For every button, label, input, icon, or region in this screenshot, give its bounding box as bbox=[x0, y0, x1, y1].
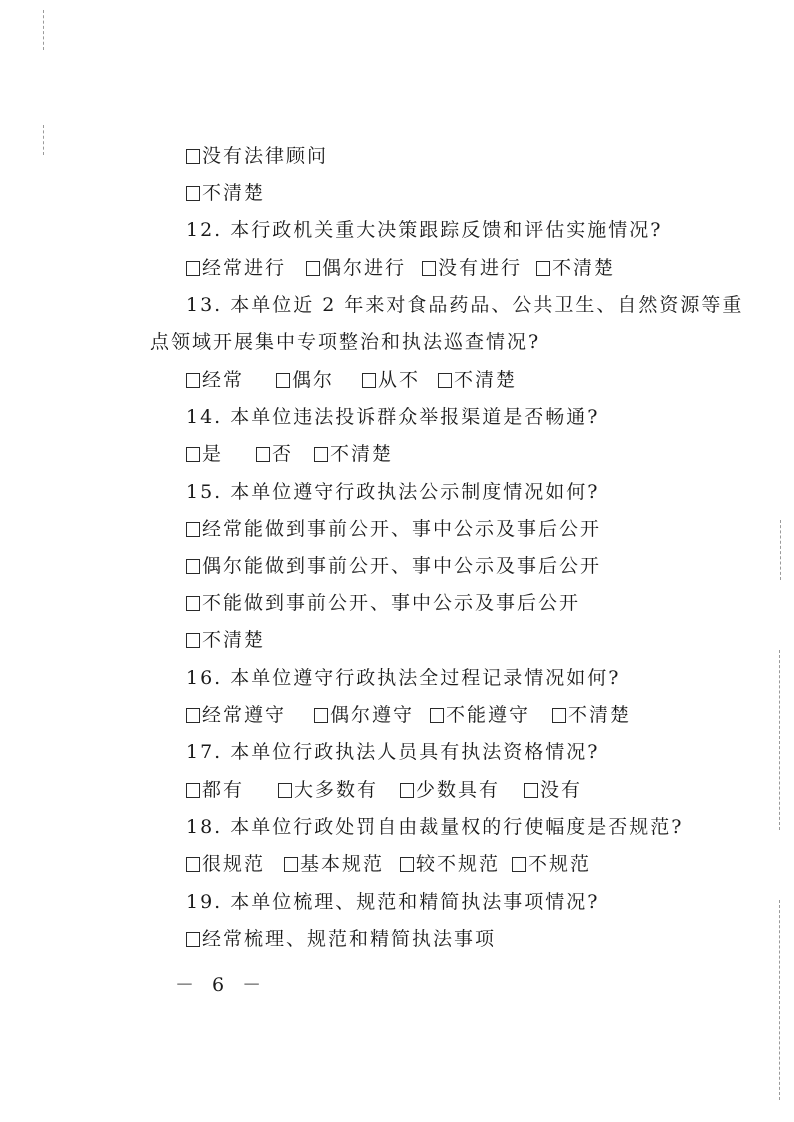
option[interactable] bbox=[314, 703, 430, 727]
question-19-text: 19. 本单位梳理、规范和精简执法事项情况? bbox=[186, 891, 600, 913]
question-15-text: 15. 本单位遵守行政执法公示制度情况如何? bbox=[186, 481, 600, 503]
option-label: 没有进行 bbox=[438, 257, 523, 279]
checkbox[interactable] bbox=[306, 261, 320, 276]
checkbox[interactable] bbox=[186, 932, 200, 947]
question-14-options bbox=[186, 442, 393, 466]
option-label: 不清楚 bbox=[202, 182, 266, 204]
question-18-options bbox=[186, 852, 591, 876]
checkbox[interactable] bbox=[186, 857, 200, 872]
option[interactable] bbox=[256, 442, 314, 466]
option[interactable] bbox=[186, 703, 314, 727]
checkbox[interactable] bbox=[276, 373, 290, 388]
option-label: 经常梳理、规范和精简执法事项 bbox=[202, 928, 497, 950]
checkbox[interactable] bbox=[284, 857, 298, 872]
option-line bbox=[186, 591, 580, 615]
checkbox[interactable] bbox=[552, 708, 566, 723]
option-line bbox=[186, 181, 265, 205]
question-12-options bbox=[186, 256, 615, 280]
option[interactable] bbox=[278, 778, 400, 802]
option[interactable] bbox=[536, 256, 615, 280]
option-label: 较不规范 bbox=[416, 853, 501, 875]
checkbox[interactable] bbox=[186, 447, 200, 462]
option-label: 没有 bbox=[540, 779, 583, 801]
option-line bbox=[186, 517, 601, 541]
option-label: 经常遵守 bbox=[202, 704, 287, 726]
question-16-options bbox=[186, 703, 631, 727]
option[interactable] bbox=[186, 256, 306, 280]
option-line bbox=[186, 927, 496, 951]
option-label: 不清楚 bbox=[330, 443, 394, 465]
checkbox[interactable] bbox=[186, 708, 200, 723]
option[interactable] bbox=[512, 852, 591, 876]
checkbox[interactable] bbox=[186, 559, 200, 574]
question-17-text: 17. 本单位行政执法人员具有执法资格情况? bbox=[186, 741, 600, 763]
question-13-text-line2: 点领域开展集中专项整治和执法巡查情况? bbox=[150, 331, 541, 353]
option[interactable] bbox=[276, 368, 362, 392]
option-label: 不清楚 bbox=[568, 704, 632, 726]
option-label: 不能遵守 bbox=[446, 704, 531, 726]
question-13-text-line1: 13. 本单位近 2 年来对食品药品、公共卫生、自然资源等重 bbox=[186, 294, 744, 316]
option[interactable] bbox=[306, 256, 422, 280]
question-17-options bbox=[186, 778, 582, 802]
checkbox[interactable] bbox=[278, 783, 292, 798]
option-label: 是 bbox=[202, 443, 224, 465]
option[interactable] bbox=[524, 778, 582, 802]
option-label: 少数具有 bbox=[416, 779, 501, 801]
option-label: 基本规范 bbox=[300, 853, 385, 875]
option-label: 不能做到事前公开、事中公示及事后公开 bbox=[202, 592, 581, 614]
option-label: 都有 bbox=[202, 779, 245, 801]
option[interactable] bbox=[186, 852, 284, 876]
checkbox[interactable] bbox=[438, 373, 452, 388]
scan-binding-mark-left-2 bbox=[43, 125, 44, 155]
scan-edge-mark-right-3 bbox=[779, 900, 780, 1100]
page-number: － 6 － bbox=[175, 974, 268, 996]
question-18-text: 18. 本单位行政处罚自由裁量权的行使幅度是否规范? bbox=[186, 816, 684, 838]
checkbox[interactable] bbox=[186, 522, 200, 537]
checkbox[interactable] bbox=[524, 783, 538, 798]
option-label: 否 bbox=[272, 443, 294, 465]
scan-binding-mark-left bbox=[43, 10, 44, 50]
option-label: 没有法律顾问 bbox=[202, 145, 329, 167]
checkbox[interactable] bbox=[362, 373, 376, 388]
option-label: 经常能做到事前公开、事中公示及事后公开 bbox=[202, 518, 602, 540]
option[interactable] bbox=[400, 778, 524, 802]
checkbox[interactable] bbox=[186, 596, 200, 611]
option[interactable] bbox=[400, 852, 512, 876]
question-13-options bbox=[186, 368, 517, 392]
option-label: 偶尔 bbox=[292, 369, 335, 391]
question-14-text: 14. 本单位违法投诉群众举报渠道是否畅通? bbox=[186, 406, 600, 428]
option-line bbox=[186, 144, 328, 168]
checkbox[interactable] bbox=[512, 857, 526, 872]
checkbox[interactable] bbox=[314, 447, 328, 462]
option-label: 从不 bbox=[378, 369, 421, 391]
checkbox[interactable] bbox=[186, 633, 200, 648]
checkbox[interactable] bbox=[536, 261, 550, 276]
option-label: 不规范 bbox=[528, 853, 592, 875]
option-label: 偶尔进行 bbox=[322, 257, 407, 279]
checkbox[interactable] bbox=[186, 783, 200, 798]
option[interactable] bbox=[186, 368, 276, 392]
option-label: 大多数有 bbox=[294, 779, 379, 801]
checkbox[interactable] bbox=[186, 186, 200, 201]
option[interactable] bbox=[430, 703, 552, 727]
checkbox[interactable] bbox=[400, 857, 414, 872]
option-line bbox=[186, 628, 265, 652]
checkbox[interactable] bbox=[400, 783, 414, 798]
option[interactable] bbox=[362, 368, 438, 392]
checkbox[interactable] bbox=[256, 447, 270, 462]
option-label: 偶尔能做到事前公开、事中公示及事后公开 bbox=[202, 555, 602, 577]
scan-edge-mark-right-2 bbox=[779, 650, 780, 830]
checkbox[interactable] bbox=[186, 149, 200, 164]
option[interactable] bbox=[186, 442, 256, 466]
checkbox[interactable] bbox=[314, 708, 328, 723]
option-label: 不清楚 bbox=[552, 257, 616, 279]
scan-edge-mark-right bbox=[780, 520, 781, 580]
checkbox[interactable] bbox=[422, 261, 436, 276]
question-12-text: 12. 本行政机关重大决策跟踪反馈和评估实施情况? bbox=[186, 219, 663, 241]
option[interactable] bbox=[284, 852, 400, 876]
option-label: 经常 bbox=[202, 369, 245, 391]
option[interactable] bbox=[314, 442, 393, 466]
option-label: 不清楚 bbox=[202, 629, 266, 651]
checkbox[interactable] bbox=[186, 261, 200, 276]
checkbox[interactable] bbox=[430, 708, 444, 723]
option-label: 偶尔遵守 bbox=[330, 704, 415, 726]
option[interactable] bbox=[552, 703, 631, 727]
checkbox[interactable] bbox=[186, 373, 200, 388]
option-label: 很规范 bbox=[202, 853, 266, 875]
question-16-text: 16. 本单位遵守行政执法全过程记录情况如何? bbox=[186, 667, 621, 689]
option-label: 不清楚 bbox=[454, 369, 518, 391]
option-line bbox=[186, 554, 601, 578]
option[interactable] bbox=[422, 256, 536, 280]
option-label: 经常进行 bbox=[202, 257, 287, 279]
option[interactable] bbox=[438, 368, 517, 392]
option[interactable] bbox=[186, 778, 278, 802]
